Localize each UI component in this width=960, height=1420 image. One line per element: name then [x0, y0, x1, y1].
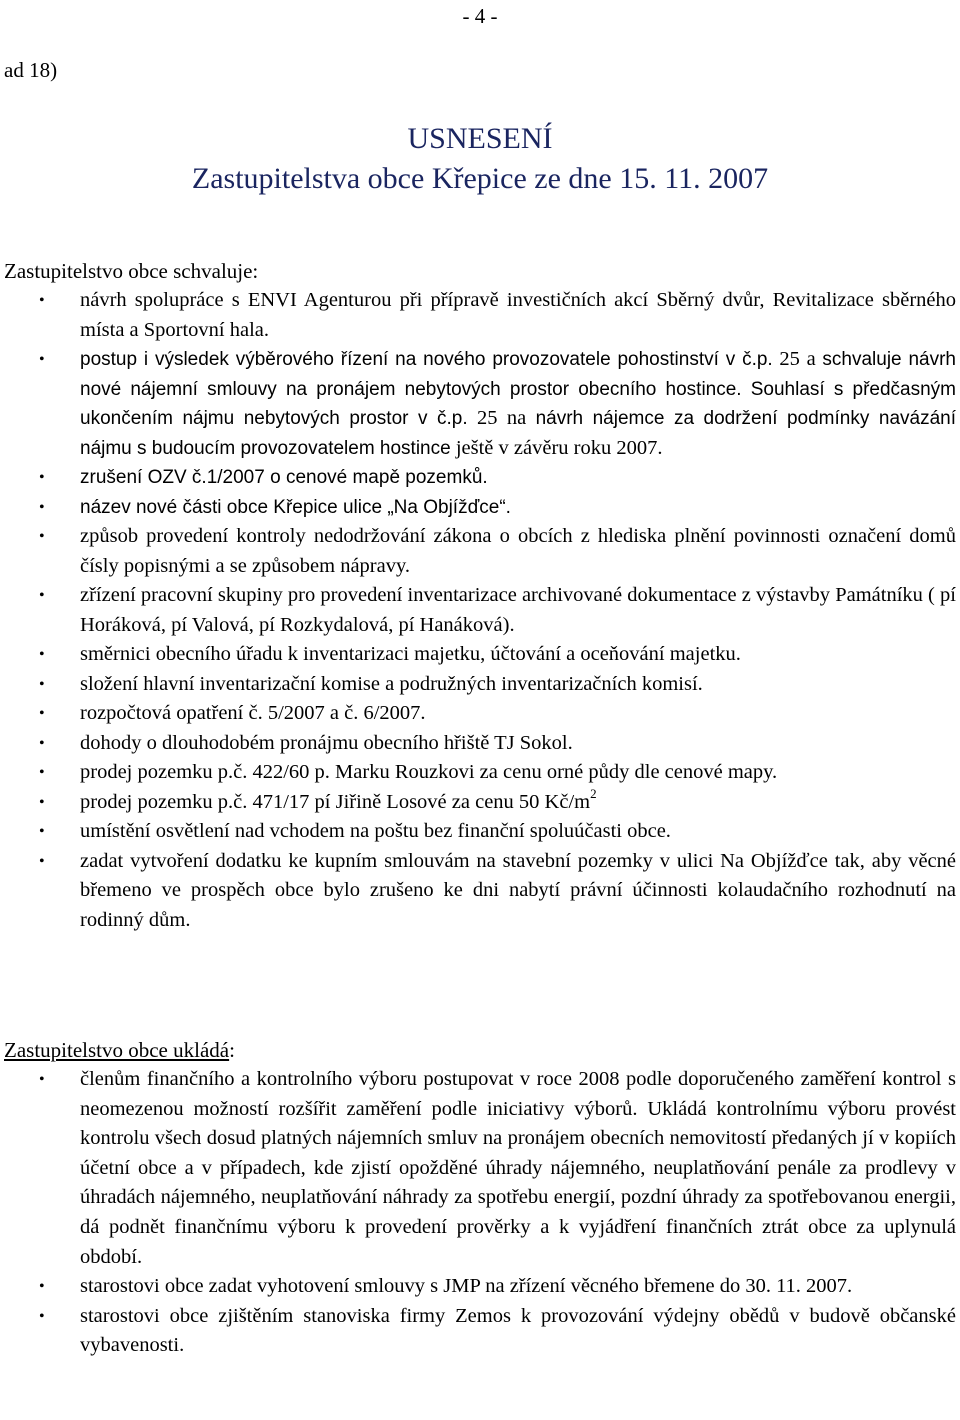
section-title-colon: :	[229, 1038, 235, 1062]
item-text: návrh nájemce za dodržení podmínky navázání nájmu s budoucím provozovatelem hostince	[80, 408, 956, 459]
bullet-icon: •	[39, 528, 45, 545]
item-text: složení hlavní inventarizační komise a podružných inventarizačních komisí.	[80, 672, 703, 695]
list-item	[4, 758, 956, 788]
item-text: směrnici obecního úřadu k inventarizaci majetku, účtování a oceňování majetku.	[80, 643, 741, 665]
bullet-icon: •	[39, 292, 45, 309]
document-title: USNESENÍ	[407, 122, 553, 155]
bullet-icon: •	[39, 646, 45, 663]
section-uklada	[4, 1035, 956, 1361]
section-title-text: Zastupitelstvo obce ukládá	[4, 1038, 230, 1062]
list-item	[4, 345, 956, 463]
bullet-icon: •	[39, 675, 45, 693]
list-item	[4, 581, 956, 640]
list-item	[4, 463, 956, 493]
bullet-icon: •	[39, 469, 45, 486]
schvaluje-list	[4, 286, 956, 935]
bullet-icon: •	[39, 734, 45, 752]
item-text: 25 na	[467, 407, 536, 429]
list-item	[4, 522, 956, 581]
bullet-icon: •	[39, 764, 45, 781]
item-text: 25 a	[772, 348, 823, 370]
bullet-icon: •	[39, 498, 45, 516]
item-text: starostovi obce zadat vyhotovení smlouvy s JMP na zřízení věcného břemene do 30. 11. 2007.	[80, 1275, 853, 1298]
item-text: schvaluje návrh nové nájemní smlouvy na pronájem nebytových prostor obecního hostince. Souhlasí s předčasným ukončením nájmu nebytových prostor v č.p.	[80, 349, 956, 429]
list-item	[4, 817, 956, 847]
uklada-list	[4, 1065, 956, 1361]
list-item	[4, 729, 956, 759]
bullet-icon: •	[39, 1278, 45, 1296]
item-text: členům finančního a kontrolního výboru postupovat v roce 2008 podle doporučeného zaměření kontrol s neomezenou možností rozšířit zaměření podle iniciativy výborů. Ukládá kontrolnímu výboru provést kontrolu všech dosud platných nájemních smluv na pronájem obecních nemovitostí předaných jí v kopiích účetní obce a v případech, kde zjistí opožděné úhrady nájemného, neuplatňování penále za prodlevy v úhradách nájemného, neuplatňování náhrady za spotřebu energií, pozdní úhrady za spotřebovanou energii, dá podnět finančnímu výboru k provedení prověrky a k vyjádření finančních ztrát obce za uplynulá období.	[80, 1068, 956, 1268]
list-item	[4, 1272, 956, 1302]
bullet-icon: •	[39, 351, 45, 368]
list-item	[4, 670, 956, 700]
item-text: název nové části obce Křepice ulice „Na Objížďce“.	[80, 496, 511, 518]
list-item	[4, 785, 956, 818]
list-item	[4, 493, 956, 523]
bullet-icon: •	[39, 705, 45, 722]
bullet-icon: •	[39, 852, 45, 870]
list-item	[4, 699, 956, 729]
item-text: zrušení OZV č.1/2007 o cenové mapě pozemků.	[80, 467, 488, 488]
item-text: prodej pozemku p.č. 422/60 p. Marku Rouzkovi za cenu orné půdy dle cenové mapy.	[80, 761, 778, 783]
item-text: dohody o dlouhodobém pronájmu obecního hřiště TJ Sokol.	[80, 731, 573, 754]
list-item	[4, 1302, 956, 1361]
item-text: způsob provedení kontroly nedodržování zákona o obcích z hlediska plnění povinnosti označení domů čísly popisnými a se způsobem nápravy.	[80, 525, 956, 577]
bullet-icon: •	[39, 1071, 45, 1088]
item-text: starostovi obce zjištěním stanoviska firmy Zemos k provozování výdejny obědů v budově občanské vybavenosti.	[80, 1304, 956, 1357]
bullet-icon: •	[39, 587, 45, 604]
item-text: zadat vytvoření dodatku ke kupním smlouvám na stavební pozemky v ulici Na Objížďce tak, aby věcné břemeno ve prospěch obce bylo zrušeno ke dni nabytí právní účinnosti kolaudačního rozhodnutí na rodinný dům.	[80, 849, 956, 931]
item-text: umístění osvětlení nad vchodem na poštu bez finanční spoluúčasti obce.	[80, 820, 671, 842]
list-item	[4, 286, 956, 345]
item-text: návrh spolupráce s ENVI Agenturou při přípravě investičních akcí Sběrný dvůr, Revitalizace sběrného místa a Sportovní hala.	[80, 289, 956, 341]
section-title-uklada	[4, 1035, 956, 1065]
item-text: zřízení pracovní skupiny pro provedení inventarizace archivované dokumentace z výstavby Památníku ( pí Horáková, pí Valová, pí Rozkydalová, pí Hanáková).	[80, 584, 956, 636]
section-title-schvaluje: Zastupitelstvo obce schvaluje:	[4, 259, 259, 283]
item-text: ještě v závěru roku 2007.	[450, 436, 663, 459]
section-schvaluje	[4, 256, 956, 935]
bullet-icon: •	[39, 823, 45, 840]
item-text: postup i výsledek výběrového řízení na nového provozovatele pohostinství v č.p.	[80, 349, 773, 370]
item-text: prodej pozemku p.č. 471/17 pí Jiřině Losové za cenu 50 Kč/m	[80, 790, 591, 813]
list-item	[4, 640, 956, 670]
agenda-reference: ad 18)	[4, 58, 58, 82]
list-item	[4, 847, 956, 936]
page-number: - 4 -	[462, 4, 498, 28]
superscript-exponent: 2	[590, 785, 597, 801]
list-item	[4, 1065, 956, 1272]
document-subtitle: Zastupitelstva obce Křepice ze dne 15. 11. 2007	[191, 162, 769, 195]
item-text: rozpočtová opatření č. 5/2007 a č. 6/2007.	[80, 702, 426, 724]
bullet-icon: •	[39, 1307, 45, 1325]
bullet-icon: •	[39, 793, 45, 811]
